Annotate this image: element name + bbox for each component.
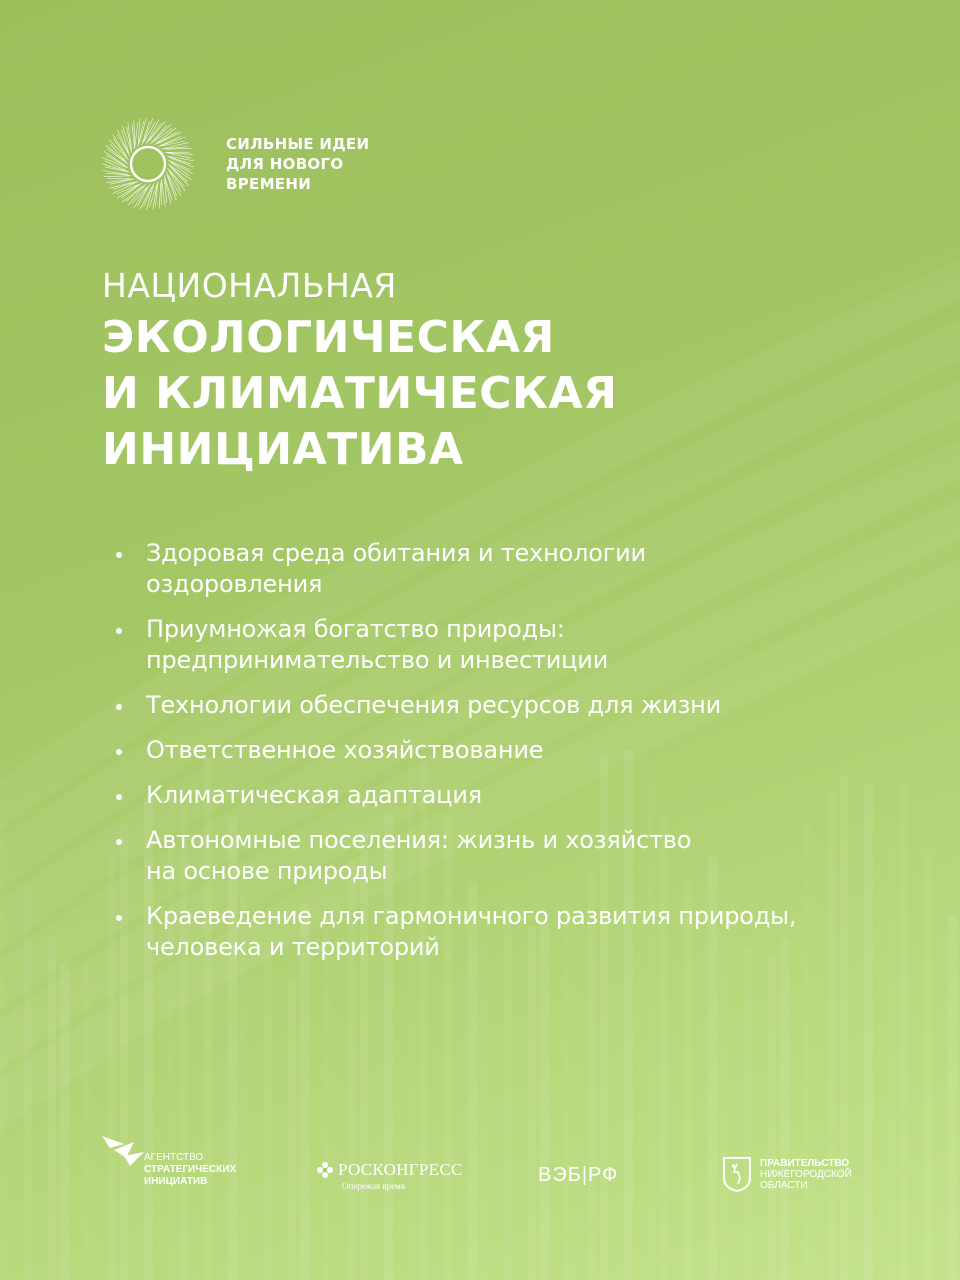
gov-line: ПРАВИТЕЛЬСТВО	[760, 1158, 850, 1169]
topic-item	[114, 538, 914, 600]
topic-text: предпринимательство и инвестиции	[146, 646, 609, 674]
topic-text: Краеведение для гармоничного развития природы,	[146, 902, 797, 930]
topic-item	[114, 780, 914, 811]
topic-item	[114, 614, 914, 676]
gov-line: НИЖЕГОРОДСКОЙ	[760, 1169, 852, 1180]
brand-logo	[100, 116, 369, 212]
title-line: ИНИЦИАТИВА	[102, 424, 464, 475]
asi-logo-icon	[100, 1130, 146, 1170]
asi-line: СТРАТЕГИЧЕСКИХ	[144, 1164, 237, 1175]
bullet-icon	[116, 749, 122, 755]
sunburst-icon	[100, 116, 196, 212]
slogan-line: СИЛЬНЫЕ ИДЕИ	[226, 135, 370, 153]
partner-logos	[0, 1120, 960, 1230]
slogan-line: ДЛЯ НОВОГО	[226, 155, 344, 173]
asi-line: ИНИЦИАТИВ	[144, 1176, 208, 1187]
bullet-icon	[116, 628, 122, 634]
topic-item	[114, 690, 914, 721]
topic-text: Приумножая богатство природы:	[146, 615, 565, 643]
topic-text: оздоровления	[146, 570, 323, 598]
page-title	[102, 266, 617, 478]
gov-name	[760, 1158, 852, 1191]
asi-name	[144, 1152, 236, 1188]
gov-line: ОБЛАСТИ	[760, 1180, 808, 1191]
bullet-icon	[116, 839, 122, 845]
partner-roscongress	[316, 1160, 463, 1191]
topic-item	[114, 825, 914, 887]
topic-text: Технологии обеспечения ресурсов для жизни	[146, 691, 722, 719]
roscongress-name: РОСКОНГРЕСС	[338, 1160, 463, 1179]
topic-item	[114, 901, 914, 963]
roscongress-tagline: Опережая время	[342, 1181, 405, 1191]
topics-list	[114, 538, 914, 977]
deer-coat-of-arms-icon	[722, 1156, 752, 1192]
title-line: И КЛИМАТИЧЕСКАЯ	[102, 368, 618, 419]
slogan-line: ВРЕМЕНИ	[226, 175, 312, 193]
topic-text: Климатическая адаптация	[146, 781, 482, 809]
partner-asi	[100, 1130, 237, 1187]
bullet-icon	[116, 794, 122, 800]
title-line: ЭКОЛОГИЧЕСКАЯ	[102, 312, 555, 363]
bullet-icon	[116, 552, 122, 558]
bullet-icon	[116, 704, 122, 710]
topic-text: Ответственное хозяйствование	[146, 736, 544, 764]
topic-text: на основе природы	[146, 857, 388, 885]
asi-line: АГЕНТСТВО	[144, 1152, 204, 1163]
topic-item	[114, 735, 914, 766]
brand-slogan	[226, 134, 369, 194]
title-prefix: НАЦИОНАЛЬНАЯ	[102, 266, 397, 305]
topic-text: Здоровая среда обитания и технологии	[146, 539, 646, 567]
topic-text: Автономные поселения: жизнь и хозяйство	[146, 826, 692, 854]
topic-text: человека и территорий	[146, 933, 440, 961]
title-main	[102, 310, 617, 478]
roscongress-flower-icon	[316, 1161, 334, 1179]
partner-veb: ВЭБ|РФ	[538, 1164, 619, 1186]
bullet-icon	[116, 915, 122, 921]
